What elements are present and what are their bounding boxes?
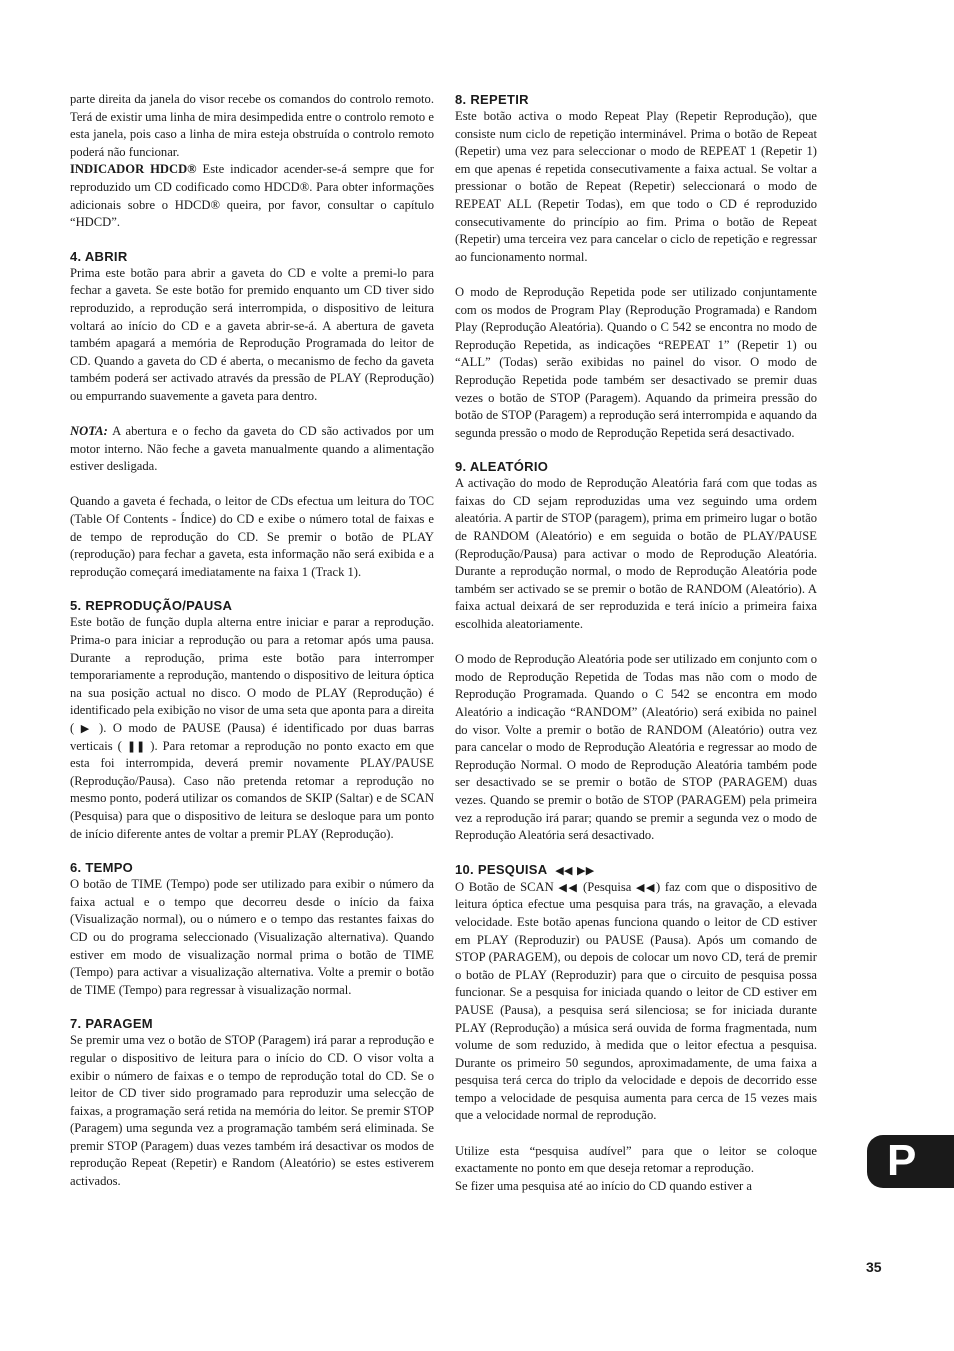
left-column (70, 91, 434, 1191)
language-tab-letter: P (887, 1136, 917, 1185)
hdcd-label: INDICADOR HDCD® (70, 162, 197, 177)
play-icon: ▶ (80, 722, 93, 735)
section-4-paragraph-3: Quando a gaveta é fechada, o leitor de CDs efectua um leitura do TOC (Table Of Contents - Índice) do CD e exibe o número total de faixas e de tempo de reprodução do CD. Se premir o botão de PLAY (reprodução) para fechar a gaveta, esta informação não será exibida e a reprodução começará imediatamente na faixa 1 (Track 1). (70, 494, 434, 579)
section-4-note (70, 423, 434, 476)
section-4-heading: 4. ABRIR (70, 248, 128, 264)
section-10-text-a: O Botão de SCAN (455, 879, 559, 894)
language-tab (867, 1135, 954, 1188)
section-10-paragraph-1 (455, 879, 817, 1125)
section-9-heading: 9. ALEATÓRIO (455, 459, 549, 475)
hdcd-text: Este indicador acender-se-á sempre que for reproduzido um CD codificado como HDCD®. Para obter informações adicionais sobre o HDCD® queira, por favor, consultar o capítulo “HDCD”. (70, 162, 434, 230)
section-10-heading (455, 861, 817, 879)
section-10-text-c: ) faz com que o dispositivo de leitura óptica efectue uma pesquisa para trás, na gravação, a elevada velocidade. Este botão apenas funciona quando o leitor de CD estiver em PLAY (Reproduzir) ou PAUSE (Pausa). Após um comando de STOP (PARAGEM), ou depois de colocar um novo CD, terá de premir o botão de PLAY (Reproduzir) para que o circuito de pesquisa possa funcionar. Se a pesquisa for iniciada quando o leitor de CD estiver em PAUSE (Pausa), a pesquisa será silenciosa; se for iniciada durante PLAY (Reprodução) a música será ouvida de forma fragmentada, num volume de som reduzido, à medida que o leitor efectua a pesquisa. Durante os primeiro 50 segundos, aproximadamente, de uma faixa a pesquisa terá cerca do triplo da velocidade e depois de decorrido esse tempo a velocidade de pesquisa aumenta para cerca de 15 vezes mais que a velocidade normal de reprodução. (455, 879, 817, 1123)
section-5-text-c: ). Para retomar a reprodução no ponto exacto em que esta foi interrompida, deverá premir novamente PLAY/PAUSE (Reprodução/Pausa). Caso não pretenda retomar a reprodução no mesmo ponto, poderá utilizar os comandos de SKIP (Saltar) e de SCAN (Pesquisa) para que o dispositivo de leitura se desloque para um ponto de início diferente antes de voltar a premir PLAY (Reprodução). (70, 738, 434, 841)
section-9-paragraph-1: A activação do modo de Reprodução Aleatória fará com que todas as faixas do CD sejam reproduzidas uma vez seguindo uma ordem aleatória. A partir de STOP (paragem), prima em primeiro lugar o botão de RANDOM (Aleatório) e em seguida o botão de PLAY/PAUSE (Reprodução/Pausa) para activar o modo de Reprodução Aleatória. Durante a reprodução normal, o modo de Reprodução Aleatória pode também ser activado se se premir o botão de RANDOM (Aleatório). A faixa actual deixará de ser reproduzida e terá início a primeira faixa escolhida aleatoriamente. (455, 476, 817, 632)
section-6-paragraph: O botão de TIME (Tempo) pode ser utilizado para exibir o número da faixa actual e o tempo que decorreu desde o início da faixa (Visualização normal), ou o número e o tempo das restantes faixas do CD ou do programa seleccionado (Visualização alternativa). Quando estiver em modo de visualização normal prima o botão de TIME (Tempo) para activar a visualização alternativa. Volte a premir o botão de TIME (Tempo) para regressar à visualização normal. (70, 877, 434, 997)
section-8-paragraph-2: O modo de Reprodução Repetida pode ser utilizado conjuntamente com os modos de Program Play (Reprodução Programada) e Random Play (Reprodução Aleatória). Quando o C 542 se encontra no modo de Reprodução Repetida, as indicações “REPEAT 1” (Repetir 1) ou “ALL” (Todas) serão exibidas no painel do visor. O modo de Reprodução Repetida pode também ser desactivado se premir duas vezes o botão de STOP (Paragem). Aquando da primeira pressão do botão de STOP (Paragem) a reprodução será interrompida e aquando da segunda pressão o modo de Reprodução Repetida será desactivado. (455, 284, 817, 440)
section-10-text-b: (Pesquisa (578, 879, 637, 894)
hdcd-paragraph (70, 161, 434, 231)
page-number: 35 (866, 1259, 882, 1275)
section-10-paragraph-3: Se fizer uma pesquisa até ao início do CD quando estiver a (455, 1178, 752, 1193)
section-6-heading: 6. TEMPO (70, 860, 134, 876)
scan-icon: ◀◀ ▶▶ (555, 863, 595, 877)
section-7-heading: 7. PARAGEM (70, 1016, 153, 1032)
pause-icon: ❚❚ (126, 739, 146, 753)
section-7-paragraph: Se premir uma vez o botão de STOP (Paragem) irá parar a reprodução e regular o dispositivo de leitura para o início do CD. O visor volta a exibir o número de faixas e o tempo de reprodução total do CD. Se o leitor de CD tiver sido programado para reproduzir uma selecção de faixas, a programação será retida na memória do leitor. Se premir STOP (Paragem) uma segunda vez a programação também será eliminada. Se premir STOP (Paragem) duas vezes também irá desactivar os modos de reprodução Repeat (Repetir) e Random (Aleatório) se estes estiverem activados. (70, 1033, 434, 1189)
section-5-heading: 5. REPRODUÇÃO/PAUSA (70, 598, 233, 614)
section-5-text-b: ). O modo de PAUSE (Pausa) é identificado por duas barras verticais ( (70, 721, 434, 753)
rewind-icon: ◀◀ (636, 880, 656, 894)
section-4-paragraph-1: Prima este botão para abrir a gaveta do CD e volte a premi-lo para fechar a gaveta. Se este botão for premido enquanto um CD tiver sido reproduzido, a reprodução será interrompida, o dispositivo de leitura voltará ao início do CD e a gaveta abrir-se-á. A abertura de gaveta também apagará a memória de Reprodução Programada do leitor de CD. Quando a gaveta do CD é aberta, o mecanismo de fecho da gaveta também poderá ser activado através da pressão de PLAY (Reprodução) ou empurrando suavemente a gaveta para dentro. (70, 265, 434, 403)
note-text: A abertura e o fecho da gaveta do CD são activados por um motor interno. Não feche a gaveta manualmente quando a alimentação estiver desligada. (70, 424, 434, 474)
section-10-title: 10. PESQUISA (455, 861, 548, 877)
section-10-paragraph-2: Utilize esta “pesquisa audível” para que o leitor se coloque exactamente no ponto em que deseja retomar a reprodução. (455, 1143, 817, 1176)
section-9-paragraph-2: O modo de Reprodução Aleatória pode ser utilizado em conjunto com o modo de Reprodução Repetida de Todas mas não com o modo de Reprodução Programada. Quando o C 542 se encontra em modo Aleatório a indicação “RANDOM” (Aleatório) será exibida no painel do visor. Volte a premir o botão de RANDOM (Aleatório) outra vez para cancelar o modo de Reprodução Aleatória e regressar ao modo de Reprodução Normal. O modo de Reprodução Aleatória também pode ser desactivado se se premir o botão de STOP (PARAGEM) duas vezes. Quando se premir o botão de STOP (PARAGEM) pela primeira vez a reprodução irá parar; quando se premir a segunda vez o modo de Reprodução Aleatória será desactivado. (455, 652, 817, 843)
intro-paragraph: parte direita da janela do visor recebe os comandos do controlo remoto. Terá de existir uma linha de mira desimpedida entre o controlo remoto e esta janela, pois caso a linha de mira esteja obstruída o controlo remoto poderá não funcionar. (70, 92, 434, 159)
section-5-text-a: Este botão de função dupla alterna entre iniciar e parar a reprodução. Prima-o para iniciar a reprodução ou para a retomar após uma pausa. Durante a reprodução, prima este botão para interromper temporariamente a reprodução, mantendo o dispositivo de leitura óptica na sua posição actual no disco. O modo de PLAY (Reprodução) é identificado pela exibição no visor de uma seta que aponta para a direita ( (70, 615, 434, 735)
section-8-paragraph-1: Este botão activa o modo Repeat Play (Repetir Reprodução), que consiste num ciclo de repetição interminável. Prima o botão de Repeat (Repetir) uma vez para seleccionar o modo de REPEAT 1 (Repetir 1) em que apenas é repetida consecutivamente a faixa actual. Se voltar a pressionar o botão de Repeat (Repetir) seleccionará o modo de REPEAT ALL (Repetir Todas), em que todo o CD é reproduzido consecutivamente do princípio ao fim. Prima o botão de Repeat (Repetir) uma terceira vez para cancelar o ciclo de repetição e regressar ao funcionamento normal. (455, 109, 817, 264)
note-label: NOTA: (70, 424, 108, 439)
right-column (455, 91, 817, 1195)
section-5-paragraph (70, 614, 434, 843)
section-8-heading: 8. REPETIR (455, 92, 529, 107)
rewind-icon: ◀◀ (558, 880, 579, 894)
